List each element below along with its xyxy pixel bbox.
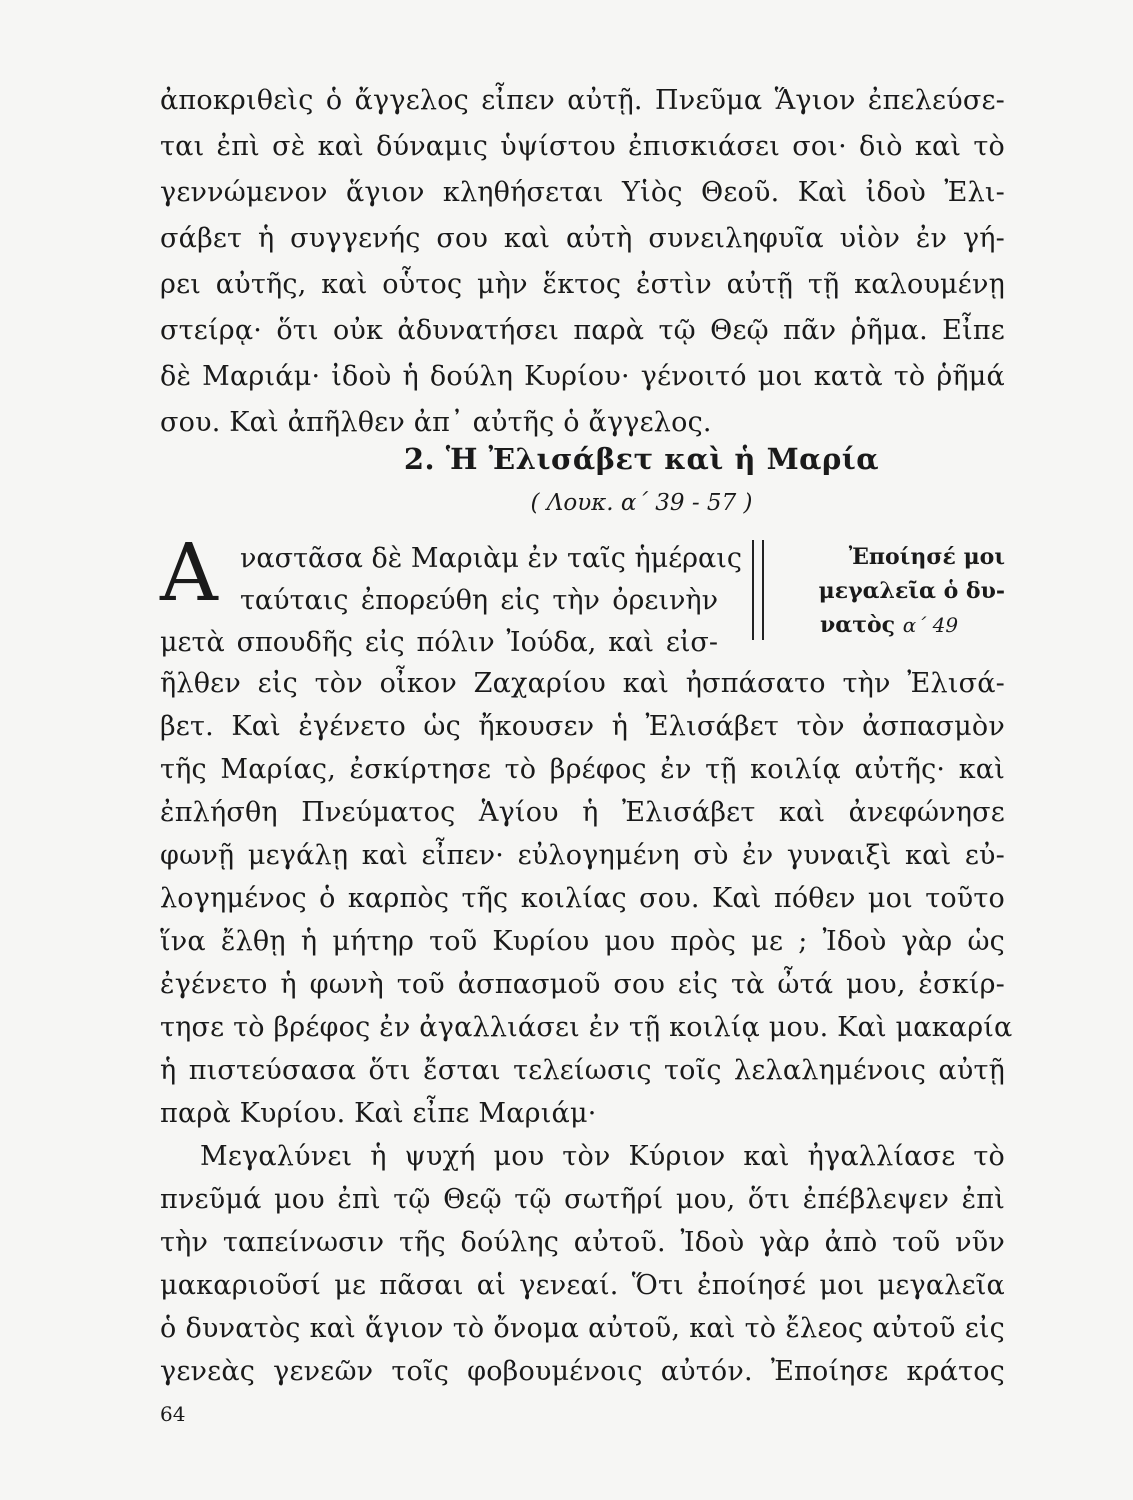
text-line: στείρᾳ· ὅτι οὐκ ἀδυνατήσει παρὰ τῷ Θεῷ πᾶν ῥῆμα. Εἶπε [160, 315, 1005, 346]
text-line: ἵνα ἔλθῃ ἡ μήτηρ τοῦ Κυρίου μου πρὸς με ; Ἰδοὺ γὰρ ὡς [160, 926, 1005, 957]
section-heading: 2. Ἡ Ἐλισάβετ καὶ ἡ Μαρία [403, 442, 880, 476]
page-number: 64 [160, 1402, 186, 1426]
text-line: γενεὰς γενεῶν τοῖς φοβουμένοις αὐτόν. Ἐποίησε κράτος [160, 1356, 1005, 1387]
text-line: λογημένος ὁ καρπὸς τῆς κοιλίας σου. Καὶ πόθεν μοι τοῦτο [160, 883, 1005, 914]
text-line: πνεῦμά μου ἐπὶ τῷ Θεῷ τῷ σωτῆρί μου, ὅτι ἐπέβλεψεν ἐπὶ [160, 1184, 1005, 1215]
text-line: φωνῇ μεγάλῃ καὶ εἶπεν· εὐλογημένη σὺ ἐν γυναιξὶ καὶ εὐ- [160, 840, 1005, 871]
text-line: ρει αὐτῆς, καὶ οὗτος μὴν ἕκτος ἐστὶν αὐτῇ τῇ καλουμένῃ [160, 269, 1005, 300]
text-line: Μεγαλύνει ἡ ψυχή μου τὸν Κύριον καὶ ἠγαλλίασε τὸ [200, 1141, 1005, 1172]
text-line: ὁ δυνατὸς καὶ ἅγιον τὸ ὄνομα αὐτοῦ, καὶ τὸ ἔλεος αὐτοῦ εἰς [160, 1313, 1005, 1344]
text-line: ἀποκριθεὶς ὁ ἄγγελος εἶπεν αὐτῇ. Πνεῦμα Ἅγιον ἐπελεύσε- [160, 85, 1005, 116]
text-line: ῆλθεν εἰς τὸν οἶκον Ζαχαρίου καὶ ἠσπάσατο τὴν Ἐλισά- [160, 668, 1005, 699]
text-line: ται ἐπὶ σὲ καὶ δύναμις ὑψίστου ἐπισκιάσει σοι· διὸ καὶ τὸ [160, 131, 1005, 162]
sidenote-line: Ἐποίησέ μοι [848, 544, 1005, 570]
text-line: σου. Καὶ ἀπῆλθεν ἀπ᾿ αὐτῆς ὁ ἄγγελος. [160, 407, 712, 438]
text-line: δὲ Μαριάμ· ἰδοὺ ἡ δούλη Κυρίου· γένοιτό μοι κατὰ τὸ ῥῆμά [160, 361, 1005, 392]
scripture-reference: ( Λουκ. α΄ 39 - 57 ) [530, 490, 753, 516]
text-line: τὴν ταπείνωσιν τῆς δούλης αὐτοῦ. Ἰδοὺ γὰρ ἀπὸ τοῦ νῦν [160, 1227, 1005, 1258]
text-line: γεννώμενον ἅγιον κληθήσεται Υἱὸς Θεοῦ. Καὶ ἰδοὺ Ἐλι- [160, 177, 1005, 208]
text-line: σάβετ ἡ συγγενής σου καὶ αὐτὴ συνειληφυῖα υἱὸν ἐν γή- [160, 223, 1005, 254]
sidenote-word: νατὸς [820, 612, 896, 638]
text-line: ἐγένετο ἡ φωνὴ τοῦ ἀσπασμοῦ σου εἰς τὰ ὦτά μου, ἐσκίρ- [160, 969, 1005, 1000]
text-line: τησε τὸ βρέφος ἐν ἀγαλλιάσει ἐν τῇ κοιλίᾳ μου. Καὶ μακαρία [160, 1012, 1013, 1043]
text-line: ταύταις ἐπορεύθη εἰς τὴν ὀρεινὴν [240, 585, 718, 616]
sidenote-reference: α΄ 49 [902, 613, 959, 637]
sidenote-rule [752, 540, 754, 640]
text-line: τῆς Μαρίας, ἐσκίρτησε τὸ βρέφος ἐν τῇ κοιλίᾳ αὐτῆς· καὶ [160, 754, 1005, 785]
sidenote-rule [762, 540, 764, 640]
sidenote-line: μεγαλεῖα ὁ δυ- [818, 578, 1005, 604]
drop-cap: Α [160, 526, 218, 619]
text-line: παρὰ Κυρίου. Καὶ εἶπε Μαριάμ· [160, 1098, 597, 1129]
text-line: βετ. Καὶ ἐγένετο ὡς ἤκουσεν ἡ Ἐλισάβετ τὸν ἀσπασμὸν [160, 711, 1005, 742]
sidenote [800, 540, 1005, 642]
text-line: μακαριοῦσί με πᾶσαι αἱ γενεαί. Ὅτι ἐποίησέ μοι μεγαλεῖα [160, 1270, 1005, 1301]
text-line: μετὰ σπουδῆς εἰς πόλιν Ἰούδα, καὶ εἰσ- [160, 627, 718, 658]
text-line: ναστᾶσα δὲ Μαριὰμ ἐν ταῖς ἡμέραις [240, 543, 742, 574]
text-line: ἡ πιστεύσασα ὅτι ἔσται τελείωσις τοῖς λελαλημένοις αὐτῇ [160, 1055, 1005, 1086]
text-line: ἐπλήσθη Πνεύματος Ἁγίου ἡ Ἐλισάβετ καὶ ἀνεφώνησε [160, 797, 1005, 828]
sidenote-line [800, 608, 1005, 642]
